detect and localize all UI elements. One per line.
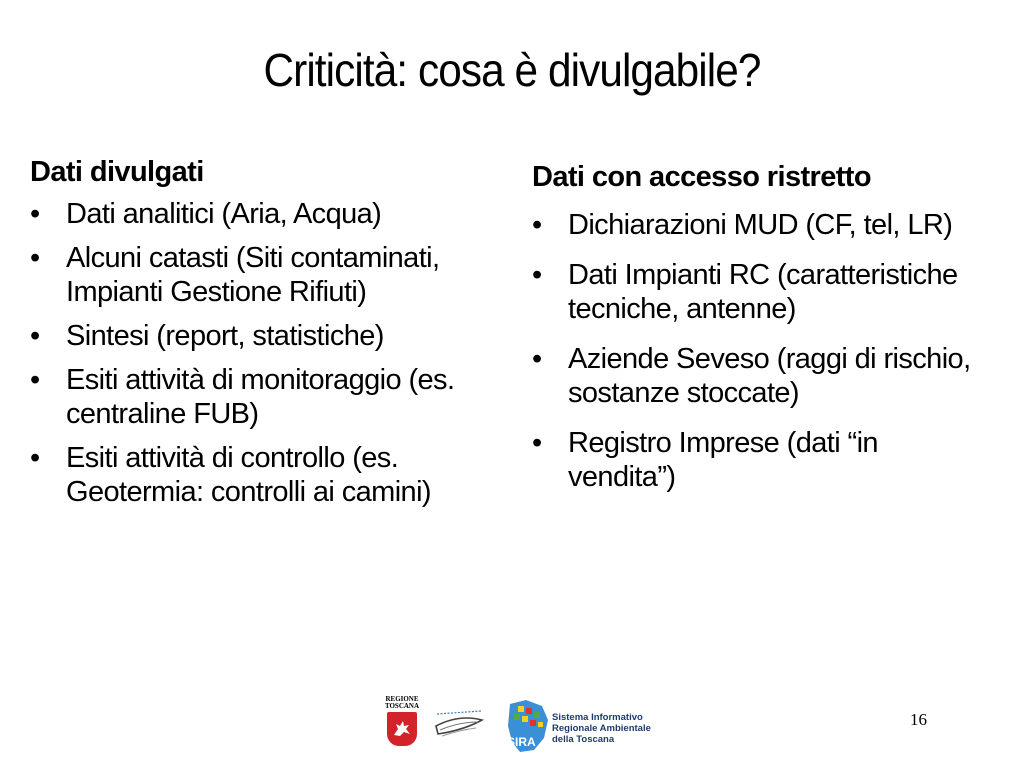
- pegasus-icon: [387, 712, 417, 746]
- sira-caption-line: Regionale Ambientale: [552, 723, 651, 734]
- bullet: •: [30, 442, 40, 474]
- list-item: [30, 363, 480, 431]
- left-column: [30, 155, 480, 519]
- list-item-text: Dati Impianti RC (caratteristiche tecniche, antenne): [568, 259, 958, 325]
- list-item: [532, 426, 992, 494]
- list-item: [30, 241, 480, 309]
- bullet: •: [30, 320, 40, 352]
- tuscany-map-icon: [504, 698, 550, 754]
- bullet: •: [532, 259, 542, 291]
- right-column: [532, 160, 992, 510]
- list-item-text: Dati analitici (Aria, Acqua): [66, 198, 382, 230]
- bullet: •: [30, 198, 40, 230]
- right-heading: Dati con accesso ristretto: [532, 161, 871, 193]
- bullet: •: [532, 209, 542, 241]
- list-item: [532, 208, 992, 242]
- list-item: [532, 342, 992, 410]
- regione-logo-text-1: REGIONE: [385, 695, 419, 703]
- sira-caption: [552, 712, 651, 745]
- list-item-text: Esiti attività di monitoraggio (es. centraline FUB): [66, 364, 455, 430]
- bullet: •: [532, 343, 542, 375]
- regione-logo-text-2: TOSCANA: [384, 702, 420, 710]
- slide-title: Criticità: cosa è divulgabile?: [263, 44, 761, 96]
- list-item-text: Esiti attività di controllo (es. Geotermia: controlli ai camini): [66, 442, 431, 508]
- bullet: •: [30, 242, 40, 274]
- left-heading: Dati divulgati: [30, 156, 204, 188]
- sira-caption-line: Sistema Informativo: [552, 712, 643, 723]
- pegasus-shape: [390, 717, 414, 741]
- footer-logos: [380, 696, 660, 758]
- right-list: [532, 208, 992, 494]
- bullet: •: [532, 427, 542, 459]
- list-item: [30, 441, 480, 509]
- sira-logo: [504, 698, 660, 754]
- list-item-text: Aziende Seveso (raggi di rischio, sostanze stoccate): [568, 343, 971, 409]
- list-item-text: Sintesi (report, statistiche): [66, 320, 384, 352]
- list-item: [532, 258, 992, 326]
- list-item: [30, 319, 480, 353]
- arpat-logo: [434, 706, 484, 742]
- bullet: •: [30, 364, 40, 396]
- list-item-text: Registro Imprese (dati “in vendita”): [568, 427, 878, 493]
- list-item-text: Dichiarazioni MUD (CF, tel, LR): [568, 209, 953, 241]
- sira-caption-line: della Toscana: [552, 734, 615, 745]
- list-item: [30, 197, 480, 231]
- regione-toscana-logo: [384, 696, 420, 752]
- page-number: 16: [910, 710, 927, 729]
- list-item-text: Alcuni catasti (Siti contaminati, Impianti Gestione Rifiuti): [66, 242, 440, 308]
- sira-mark: SIRA: [507, 735, 536, 749]
- left-list: [30, 197, 480, 509]
